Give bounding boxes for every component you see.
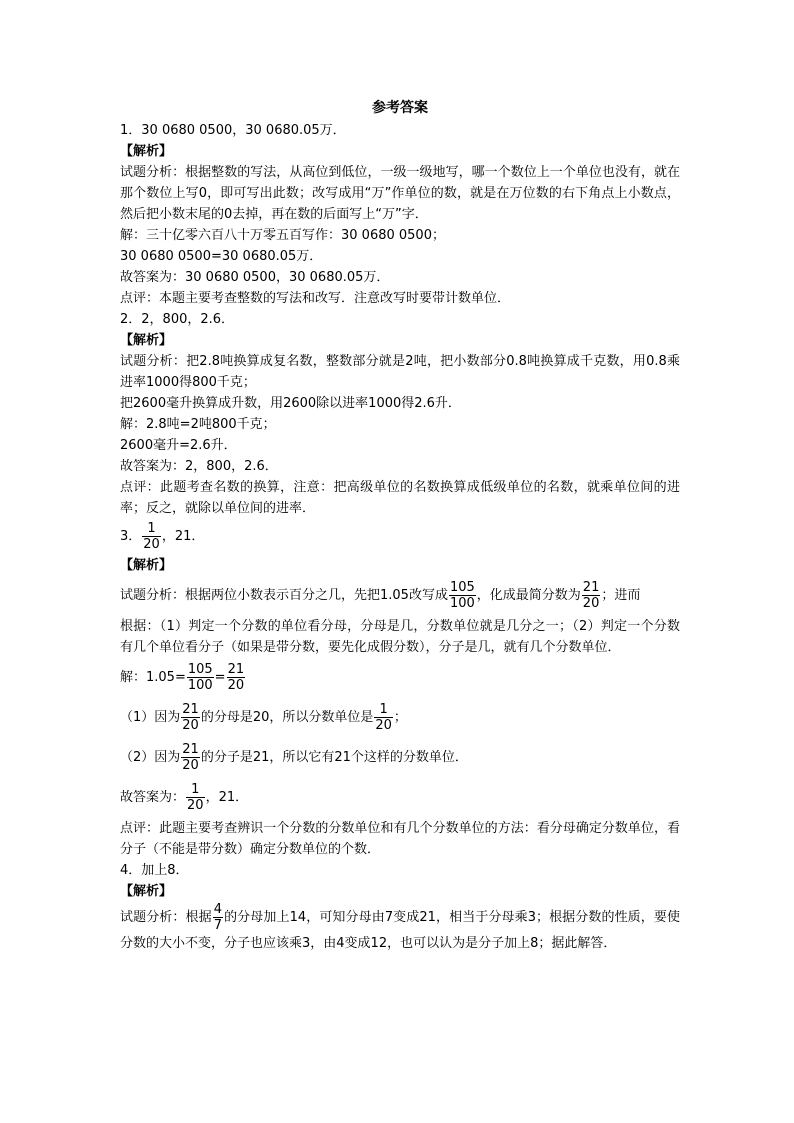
fraction-numerator: 21 [182, 702, 199, 717]
fraction-numerator: 4 [213, 902, 222, 917]
q4-analysis-fraction [213, 902, 223, 933]
q2-solve-line-1: 解：2.8吨=2吨800千克； [120, 417, 276, 432]
fraction-numerator: 21 [182, 742, 199, 757]
q3-final-text-a: 故答案为： [120, 790, 186, 805]
q3-analysis-rules: 根据：（1）判定一个分数的单位看分母，分母是几，分数单位就是几分之一；（2）判定一个分数有几个单位看分子（如果是带分数，要先化成假分数），分子是几，就有几个分数单位． [120, 619, 680, 655]
q4-analysis-text-b: 的分母加上14，可知分母由7变成21，相当于分母乘3；根据分数的性质，要使分数的大小不变，分子也应该乘3，由4变成12，也可以认为是分子加上8；据此解答． [120, 910, 680, 951]
q3-analysis-text-a: 试题分析：根据两位小数表示百分之几，先把1.05改写成 [120, 588, 448, 603]
fraction-denominator: 20 [582, 596, 600, 611]
q3-solve-equals: = [214, 670, 226, 685]
fraction-numerator: 105 [187, 662, 213, 677]
q3-step-1 [120, 698, 680, 738]
q3-analysis-fraction-b [582, 580, 601, 611]
q3-answer-fraction [142, 521, 161, 552]
q3-solve-line [120, 658, 680, 698]
fraction-denominator: 20 [182, 718, 199, 733]
fraction-numerator: 1 [142, 521, 161, 537]
fraction-denominator: 7 [213, 918, 222, 933]
q2-final-answer: 故答案为：2，800，2.6． [120, 459, 278, 474]
q2-solve-line-2: 2600毫升=2.6升． [120, 438, 237, 453]
q1-jiexi-heading: 【解析】 [120, 144, 173, 159]
q3-jiexi-heading: 【解析】 [120, 558, 173, 573]
fraction-numerator: 21 [582, 580, 600, 595]
q3-analysis-line-1 [120, 576, 680, 616]
q1-solve-line-1: 解：三十亿零六百八十万零五百写作：30 0680 0500； [120, 228, 445, 243]
page-title: 参考答案 [372, 100, 428, 116]
fraction-denominator: 20 [182, 758, 199, 773]
q3-analysis-text-b: ，化成最简分数为 [476, 588, 581, 603]
q3-final-fraction [186, 782, 205, 813]
q1-answer: 1．30 0680 0500，30 0680.05万． [120, 123, 346, 138]
q2-jiexi-heading: 【解析】 [120, 333, 173, 348]
fraction-denominator: 20 [227, 678, 245, 693]
q3-answer-prefix: 3． [120, 529, 142, 544]
q2-answer: 2．2，800，2.6． [120, 312, 235, 327]
q4-analysis-text-a: 试题分析：根据 [120, 910, 212, 925]
q3-answer [120, 519, 680, 555]
fraction-denominator: 20 [375, 718, 392, 733]
q2-comment: 点评：此题考查名数的换算，注意：把高级单位的名数换算成低级单位的名数，就乘单位间的进率；反之，就除以单位间的进率． [120, 480, 680, 516]
q1-solve-line-2: 30 0680 0500=30 0680.05万． [120, 249, 323, 264]
q3-step2-text-b: 的分子是21，所以它有21个这样的分数单位． [200, 750, 468, 765]
q4-answer: 4．加上8． [120, 863, 189, 878]
q3-step1-text-a: （1）因为 [120, 710, 181, 725]
q3-final-answer [120, 778, 680, 818]
q3-final-text-b: ，21． [205, 790, 249, 805]
q3-analysis-text-c: ；进而 [601, 588, 641, 603]
fraction-numerator: 1 [374, 702, 393, 718]
q1-analysis: 试题分析：根据整数的写法，从高位到低位，一级一级地写，哪一个数位上一个单位也没有，就在那个数位上写0，即可写出此数；改写成用“万”作单位的数，就是在万位数的右下角点上小数点，然后把小数末尾的0去掉，再在数的后面写上“万”字． [120, 165, 680, 222]
q3-step-2 [120, 738, 680, 778]
q4-analysis [120, 902, 680, 954]
fraction-denominator: 20 [143, 537, 160, 552]
q3-analysis-fraction-a [449, 580, 476, 611]
fraction-numerator: 21 [227, 662, 245, 677]
q1-comment: 点评：本题主要考查整数的写法和改写．注意改写时要带计数单位． [120, 291, 511, 306]
q3-solve-prefix: 解：1.05= [120, 670, 186, 685]
fraction-numerator: 105 [449, 580, 475, 595]
q2-analysis: 试题分析：把2.8吨换算成复名数，整数部分就是2吨，把小数部分0.8吨换算成千克数，用0.8乘进率1000得800千克； [120, 354, 680, 390]
q2-analysis-line-2: 把2600毫升换算成升数，用2600除以进率1000得2.6升． [120, 396, 461, 411]
q3-step1-text-b: 的分母是20，所以分数单位是 [200, 710, 374, 725]
fraction-numerator: 1 [186, 782, 205, 798]
q3-step1-fraction [181, 702, 200, 733]
q1-final-answer: 故答案为：30 0680 0500，30 0680.05万． [120, 270, 390, 285]
q3-step1-text-c: ； [393, 710, 407, 725]
answer-page [120, 96, 680, 954]
q3-answer-suffix: ，21． [161, 529, 205, 544]
q3-solve-fraction-2 [227, 662, 246, 693]
q3-comment: 点评：此题主要考查辨识一个分数的分数单位和有几个分数单位的方法：看分母确定分数单位，看分子（不能是带分数）确定分数单位的个数． [120, 821, 680, 857]
fraction-denominator: 100 [187, 678, 213, 693]
q3-step2-text-a: （2）因为 [120, 750, 181, 765]
q3-step1-fraction-2 [374, 702, 393, 733]
fraction-denominator: 100 [449, 596, 475, 611]
q3-solve-fraction-1 [187, 662, 214, 693]
fraction-denominator: 20 [187, 798, 204, 813]
q3-step2-fraction [181, 742, 200, 773]
q4-jiexi-heading: 【解析】 [120, 884, 173, 899]
